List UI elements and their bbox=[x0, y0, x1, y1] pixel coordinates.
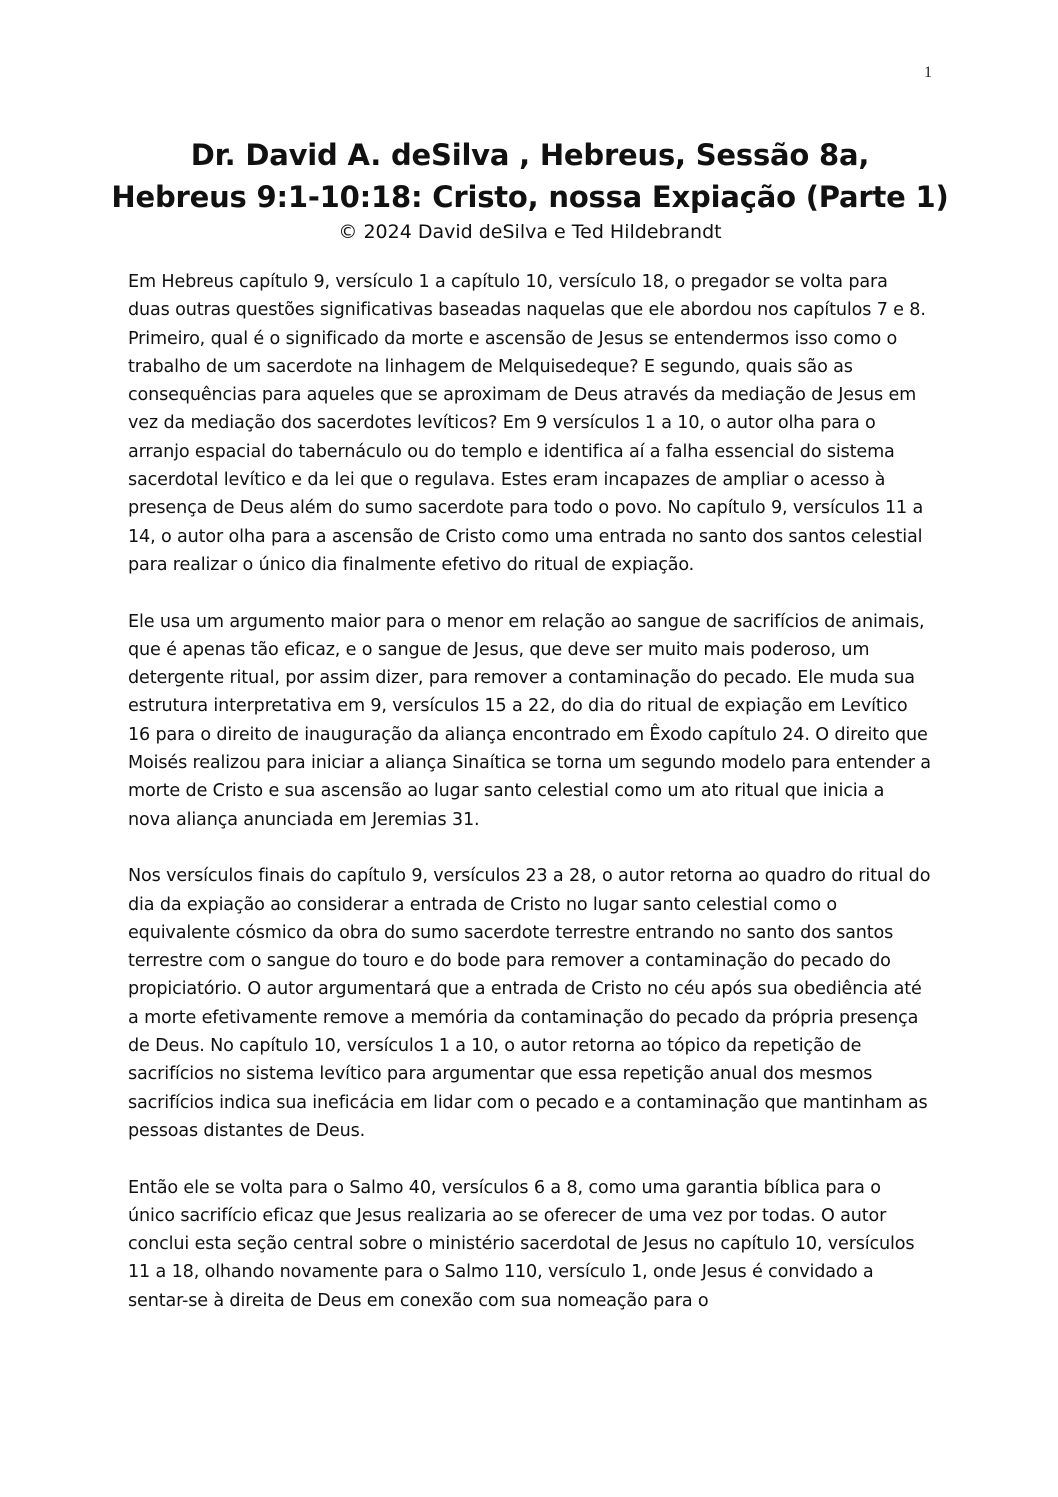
page-number: 1 bbox=[924, 64, 932, 81]
paragraph-2: Ele usa um argumento maior para o menor em relação ao sangue de sacrifícios de animais, que é apenas tão eficaz, e o sangue de Jesus, que deve ser muito mais poderoso, um detergente ritual, por assim dizer, para remover a contaminação do pecado. Ele muda sua estrutura interpretativa em 9, versículos 15 a 22, do dia do ritual de expiação em Levítico 16 para o direito de inauguração da aliança encontrado em Êxodo capítulo 24. O direito que Moisés realizou para iniciar a aliança Sinaítica se torna um segundo modelo para entender a morte de Cristo e sua ascensão ao lugar santo celestial como um ato ritual que inicia a nova aliança anunciada em Jeremias 31. bbox=[128, 611, 931, 830]
document-body bbox=[128, 268, 932, 1343]
copyright-notice: © 2024 David deSilva e Ted Hildebrandt bbox=[338, 221, 722, 243]
document-title-line-1: Dr. David A. deSilva , Hebreus, Sessão 8a, bbox=[190, 138, 870, 172]
document-header bbox=[60, 134, 1000, 245]
document-title-line-2: Hebreus 9:1-10:18: Cristo, nossa Expiação (Parte 1) bbox=[111, 180, 949, 214]
paragraph-4: Então ele se volta para o Salmo 40, versículos 6 a 8, como uma garantia bíblica para o único sacrifício eficaz que Jesus realizaria ao se oferecer de uma vez por todas. O autor conclui esta seção central sobre o ministério sacerdotal de Jesus no capítulo 10, versículos 11 a 18, olhando novamente para o Salmo 110, versículo 1, onde Jesus é convidado a sentar-se à direita de Deus em conexão com sua nomeação para o bbox=[128, 1177, 915, 1311]
paragraph-3: Nos versículos finais do capítulo 9, versículos 23 a 28, o autor retorna ao quadro do ritual do dia da expiação ao considerar a entrada de Cristo no lugar santo celestial como o equivalente cósmico da obra do sumo sacerdote terrestre entrando no santo dos santos terrestre com o sangue do touro e do bode para remover a contaminação do pecado do propiciatório. O autor argumentará que a entrada de Cristo no céu após sua obediência até a morte efetivamente remove a memória da contaminação do pecado da própria presença de Deus. No capítulo 10, versículos 1 a 10, o autor retorna ao tópico da repetição de sacrifícios no sistema levítico para argumentar que essa repetição anual dos mesmos sacrifícios indica sua ineficácia em lidar com o pecado e a contaminação que mantinham as pessoas distantes de Deus. bbox=[128, 866, 931, 1141]
paragraph-1: Em Hebreus capítulo 9, versículo 1 a capítulo 10, versículo 18, o pregador se volta para duas outras questões significativas baseadas naquelas que ele abordou nos capítulos 7 e 8. Primeiro, qual é o significado da morte e ascensão de Jesus se entendermos isso como o trabalho de um sacerdote na linhagem de Melquisedeque? E segundo, quais são as consequências para aqueles que se aproximam de Deus através da mediação de Jesus em vez da mediação dos sacerdotes levíticos? Em 9 versículos 1 a 10, o autor olha para o arranjo espacial do tabernáculo ou do templo e identifica aí a falha essencial do sistema sacerdotal levítico e da lei que o regulava. Estes eram incapazes de ampliar o acesso à presença de Deus além do sumo sacerdote para todo o povo. No capítulo 9, versículos 11 a 14, o autor olha para a ascensão de Cristo como uma entrada no santo dos santos celestial para realizar o único dia finalmente efetivo do ritual de expiação. bbox=[128, 272, 926, 575]
